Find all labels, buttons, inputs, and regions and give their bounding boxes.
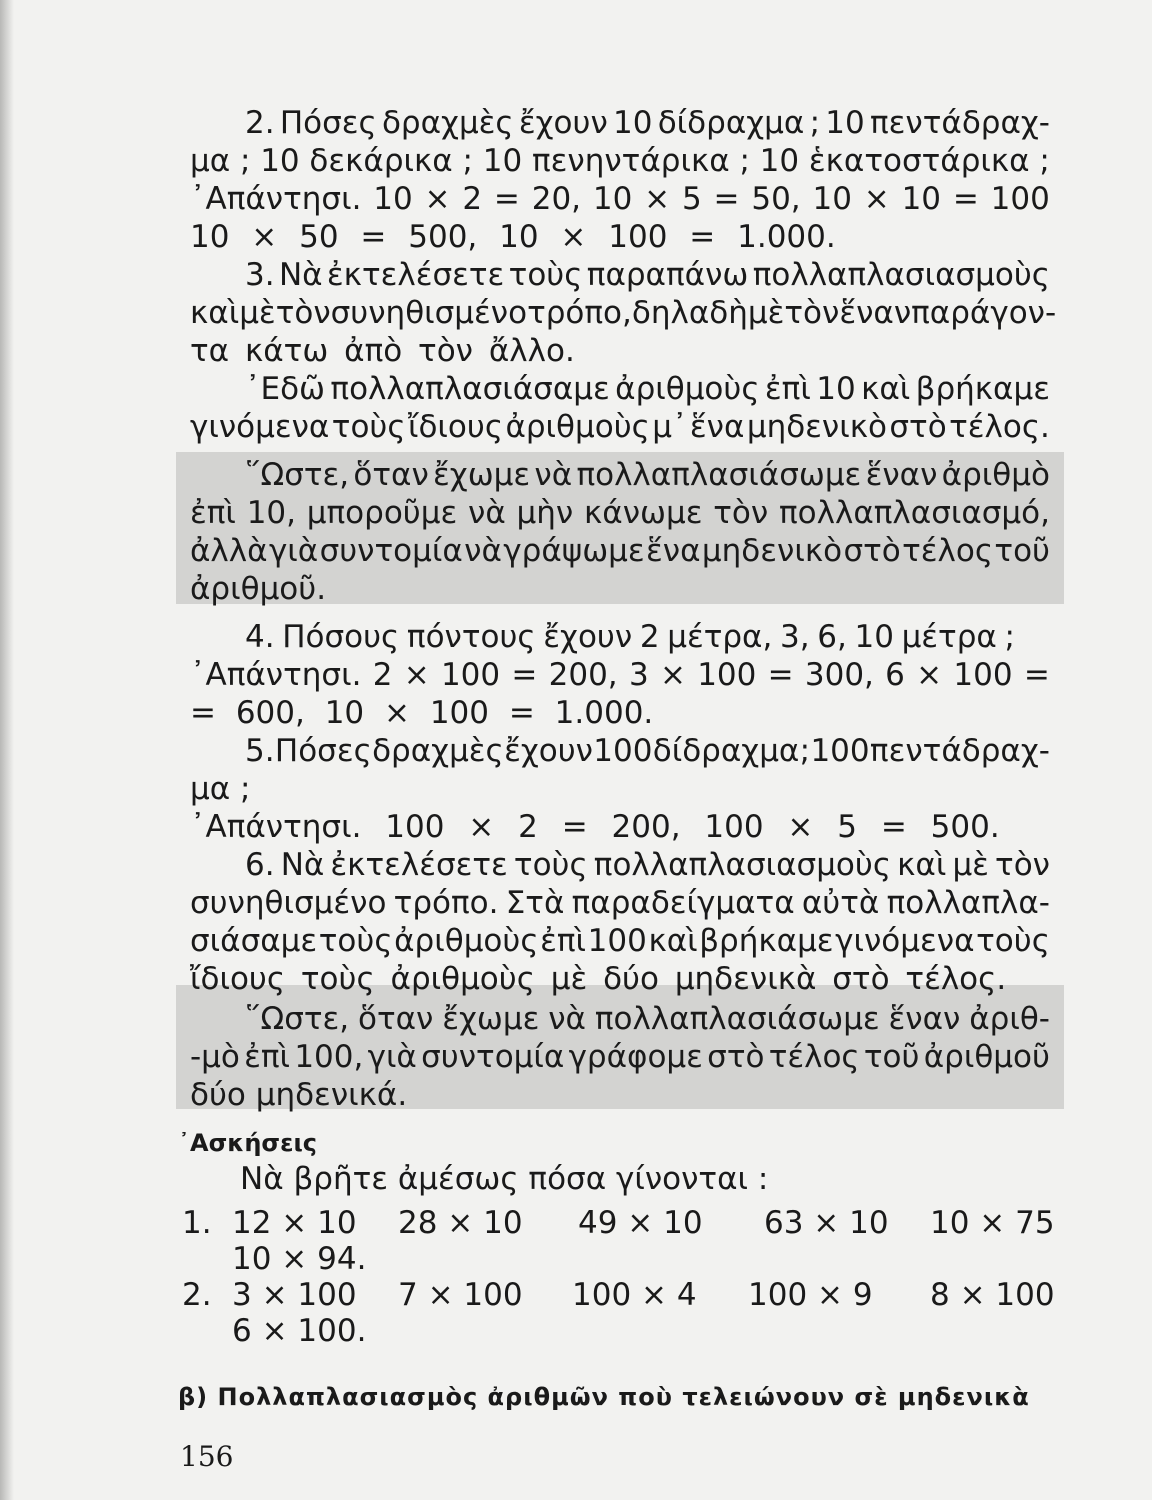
word: ἴδιους — [407, 409, 504, 445]
exercises-heading: ᾽Ασκήσεις — [178, 1129, 318, 1157]
word: γράφομε — [568, 1039, 703, 1075]
text-line — [245, 846, 1050, 884]
word: τοῦ — [994, 533, 1050, 569]
word: 2 — [372, 657, 393, 693]
word: ἐκτελέσετε — [326, 257, 505, 293]
word: πολλαπλασιάσαμε — [330, 371, 610, 407]
word: ῞Ωστε, — [245, 457, 350, 493]
word: 100 — [587, 923, 647, 959]
word: παραπάνω — [586, 257, 749, 293]
word: ἔχουν — [543, 619, 633, 655]
word: 6 — [885, 657, 905, 693]
word: ὅταν — [357, 1001, 434, 1037]
word: δραχμὲς — [381, 105, 514, 141]
word: βρήκαμε — [699, 923, 834, 959]
word: βρήκαμε — [915, 371, 1050, 407]
rule-text-line — [190, 532, 1050, 570]
word: 200, — [548, 657, 618, 693]
word: τοὺς — [508, 257, 583, 293]
word: × — [659, 657, 686, 693]
word: ; — [809, 105, 821, 141]
exercise-item: 6 × 100. — [232, 1313, 367, 1349]
exercise-item: 8 × 100 — [930, 1277, 1055, 1313]
word: δηλαδὴ — [631, 295, 748, 331]
exercise-item: 10 × 75 — [930, 1205, 1055, 1241]
rule-text-line — [190, 1038, 1050, 1076]
word: συνηθισμένο — [330, 295, 528, 331]
word: στὸ — [889, 409, 947, 445]
word: 10 — [482, 143, 523, 179]
text-line: τα κάτω ἀπὸ τὸν ἄλλο. — [190, 333, 575, 369]
word: = — [767, 657, 794, 693]
word: δεκάρικα — [309, 143, 453, 179]
word: γιὰ — [268, 533, 319, 569]
word: ἔχουν — [504, 733, 593, 769]
word: ἕναν — [865, 457, 938, 493]
text-line — [245, 370, 1050, 408]
word: ἐπὶ — [540, 923, 587, 959]
word: στὸ — [843, 533, 901, 569]
word: κάνωμε — [584, 495, 703, 531]
word: 100 — [593, 733, 653, 769]
word: γινόμενα — [835, 923, 975, 959]
word: Στὰ — [505, 885, 565, 921]
exercise-item: 3 × 100 — [232, 1277, 357, 1313]
word: πενηντάρικα — [531, 143, 730, 179]
word: τέλος — [902, 533, 994, 569]
word: 3, — [780, 619, 810, 655]
word: τέλος — [768, 1039, 860, 1075]
word: συντομία — [319, 533, 463, 569]
word: στὸ — [707, 1039, 765, 1075]
word: τρόπο. — [393, 885, 499, 921]
word: πεντάδραχ- — [869, 105, 1050, 141]
text-line — [245, 732, 1050, 770]
word: = — [1023, 657, 1050, 693]
text-line: = 600, 10 × 100 = 1.000. — [190, 695, 654, 731]
word: ἐπὶ — [764, 371, 811, 407]
word: τοὺς — [331, 409, 406, 445]
word: 10 — [613, 105, 653, 141]
word: πολλαπλασιάσωμε — [576, 457, 862, 493]
word: συντομία — [421, 1039, 565, 1075]
text-line — [190, 180, 1050, 218]
word: 10 — [825, 105, 865, 141]
word: σιάσαμε — [190, 923, 318, 959]
word: 10 — [901, 181, 942, 217]
word: ; — [1004, 619, 1015, 655]
word: 100 — [810, 733, 870, 769]
word: ἀριθμοὺς — [615, 371, 760, 407]
text-line: μα ; — [190, 771, 251, 807]
word: νὰ — [534, 457, 573, 493]
word: ἔχωμε — [433, 457, 531, 493]
text-line: ᾽Απάντησι. 100 × 2 = 200, 100 × 5 = 500. — [190, 809, 1000, 845]
word: γράψωμε — [503, 533, 645, 569]
word: × — [863, 181, 890, 217]
word: 2 — [639, 619, 660, 655]
word: τὸν — [784, 295, 840, 331]
word: μηδενικὸ — [701, 533, 843, 569]
word: νὰ — [548, 1001, 586, 1037]
rule-text-line — [245, 1000, 1050, 1038]
word: × — [644, 181, 671, 217]
word: 10 — [373, 181, 413, 217]
word: ἔχουν — [518, 105, 608, 141]
word: = — [511, 657, 538, 693]
word: 3 — [628, 657, 649, 693]
word: 3. — [245, 257, 275, 293]
word: Πόσες — [279, 105, 377, 141]
text-line — [245, 104, 1050, 142]
word: ἐκτελέσετε — [330, 847, 508, 883]
word: Νὰ — [278, 257, 323, 293]
word: τρόπο, — [527, 295, 632, 331]
next-section-heading: β) Πολλαπλασιασμὸς ἀριθμῶν ποὺ τελειώνουν σὲ μηδενικὰ — [178, 1383, 1030, 1411]
word: ἐπὶ — [190, 495, 236, 531]
word: πολλαπλασιασμοὺς — [593, 847, 892, 883]
word: 100 — [990, 181, 1050, 217]
word: δίδραχμα — [657, 105, 805, 141]
word: τέλος. — [949, 409, 1050, 445]
word: μηδενικὸ — [746, 409, 887, 445]
word: ἔχωμε — [442, 1001, 540, 1037]
word: 100, — [294, 1039, 364, 1075]
rule-text-line — [190, 494, 1050, 532]
word: 10 — [854, 619, 894, 655]
word: ἕνα — [689, 409, 745, 445]
word: ᾽Απάντησι. — [190, 657, 362, 693]
word: καὶ — [648, 923, 698, 959]
text-line — [190, 884, 1050, 922]
word: μὲ — [952, 847, 989, 883]
word: ; — [1039, 143, 1050, 179]
page-edge-shadow — [0, 0, 14, 1500]
word: ; — [239, 143, 251, 179]
text-line — [245, 618, 1015, 656]
exercise-number: 2. — [182, 1277, 212, 1313]
word: δραχμὲς — [372, 733, 504, 769]
word: ἐπὶ — [244, 1039, 291, 1075]
word: × — [916, 657, 943, 693]
word: ὅταν — [353, 457, 429, 493]
word: = — [713, 181, 740, 217]
word: νὰ — [464, 533, 502, 569]
word: 10 — [759, 143, 800, 179]
word: νὰ — [468, 495, 506, 531]
word: = — [493, 181, 520, 217]
word: ἕναν — [888, 1001, 961, 1037]
word: 100 — [440, 657, 501, 693]
word: 2. — [245, 105, 275, 141]
word: Νὰ — [280, 847, 325, 883]
word: τοὺς — [318, 923, 393, 959]
word: × — [424, 181, 451, 217]
word: 5 — [681, 181, 702, 217]
rule-text-line: ἀριθμοῦ. — [190, 571, 327, 607]
word: πολλαπλασιάσωμε — [594, 1001, 880, 1037]
word: μέτρα, — [667, 619, 773, 655]
word: ; — [739, 143, 750, 179]
word: μὴν — [516, 495, 574, 531]
word: τοὺς — [513, 847, 588, 883]
word: ; — [462, 143, 473, 179]
exercise-item: 100 × 4 — [572, 1277, 697, 1313]
exercise-item: 7 × 100 — [398, 1277, 523, 1313]
word: ἕναν — [839, 295, 912, 331]
text-line: ἴδιους τοὺς ἀριθμοὺς μὲ δύο μηδενικὰ στὸ τέλος. — [190, 961, 1007, 997]
exercise-item: 100 × 9 — [748, 1277, 873, 1313]
word: μὲ — [747, 295, 785, 331]
word: ἀριθμοὺς — [505, 409, 650, 445]
word: μὲ — [239, 295, 276, 331]
rule-text-line: δύο μηδενικά. — [190, 1077, 408, 1113]
word: πεντάδραχ- — [869, 733, 1050, 769]
word: συνηθισμένο — [190, 885, 387, 921]
word: μποροῦμε — [306, 495, 458, 531]
word: ; — [799, 733, 811, 769]
word: καὶ — [190, 295, 240, 331]
word: 5. — [245, 733, 275, 769]
word: καὶ — [897, 847, 947, 883]
word: 10 — [816, 371, 856, 407]
word: 20, — [531, 181, 582, 217]
word: ἀλλὰ — [190, 533, 268, 569]
word: τὸν — [713, 495, 769, 531]
word: 10, — [246, 495, 297, 531]
text-line: 10 × 50 = 500, 10 × 100 = 1.000. — [190, 219, 836, 255]
exercises-intro: Νὰ βρῆτε ἀμέσως πόσα γίνονται : — [240, 1161, 769, 1197]
exercise-item: 49 × 10 — [578, 1205, 703, 1241]
word: × — [403, 657, 430, 693]
word: τοῦ — [863, 1039, 920, 1075]
word: 4. — [245, 619, 275, 655]
word: τοὺς — [976, 923, 1050, 959]
word: 100 — [697, 657, 757, 693]
word: παράγον- — [911, 295, 1057, 331]
word: αὐτὰ — [801, 885, 880, 921]
text-line — [190, 294, 1057, 332]
word: ἑκατοστάρικα — [808, 143, 1030, 179]
word: δίδραχμα — [652, 733, 800, 769]
word: Πόσες — [274, 733, 372, 769]
word: παραδείγματα — [571, 885, 795, 921]
word: ἀριθμὸ — [941, 457, 1050, 493]
word: ᾽Απάντησι. — [190, 181, 362, 217]
exercise-item: 12 × 10 — [232, 1205, 357, 1241]
text-line — [245, 256, 1050, 294]
word: ἕνα — [646, 533, 701, 569]
page-number: 156 — [180, 1440, 234, 1473]
word: πολλαπλασιασμοὺς — [752, 257, 1050, 293]
word: 10 — [260, 143, 300, 179]
text-line — [190, 408, 1050, 446]
word: 100 — [953, 657, 1013, 693]
word: πολλαπλασιασμό, — [779, 495, 1050, 531]
exercise-item: 28 × 10 — [398, 1205, 523, 1241]
word: καὶ — [861, 371, 911, 407]
word: τὸν — [275, 295, 331, 331]
word: τὸν — [995, 847, 1050, 883]
word: 300, — [804, 657, 874, 693]
exercise-item: 63 × 10 — [764, 1205, 889, 1241]
exercise-item: 10 × 94. — [232, 1241, 367, 1277]
word: 10 — [592, 181, 633, 217]
text-line — [190, 922, 1050, 960]
word: μέτρα — [901, 619, 997, 655]
text-line — [190, 656, 1050, 694]
rule-text-line — [245, 456, 1050, 494]
word: = — [952, 181, 979, 217]
word: 50, — [751, 181, 801, 217]
word: ᾽Εδῶ — [245, 371, 326, 407]
word: 2 — [462, 181, 483, 217]
word: 6, — [817, 619, 847, 655]
word: γινόμενα — [190, 409, 330, 445]
text-line — [190, 142, 1050, 180]
word: μ᾽ — [652, 409, 688, 445]
word: 10 — [812, 181, 852, 217]
word: πόντους — [406, 619, 536, 655]
word: -μὸ — [190, 1039, 240, 1075]
word: ἀριθμοῦ — [923, 1039, 1050, 1075]
word: Πόσους — [282, 619, 400, 655]
word: ἀριθ- — [969, 1001, 1050, 1037]
word: 6. — [245, 847, 275, 883]
word: πολλαπλα- — [886, 885, 1050, 921]
exercise-number: 1. — [182, 1205, 212, 1241]
word: γιὰ — [367, 1039, 417, 1075]
word: μα — [190, 143, 231, 179]
word: ῞Ωστε, — [245, 1001, 350, 1037]
word: ἀριθμοὺς — [394, 923, 539, 959]
